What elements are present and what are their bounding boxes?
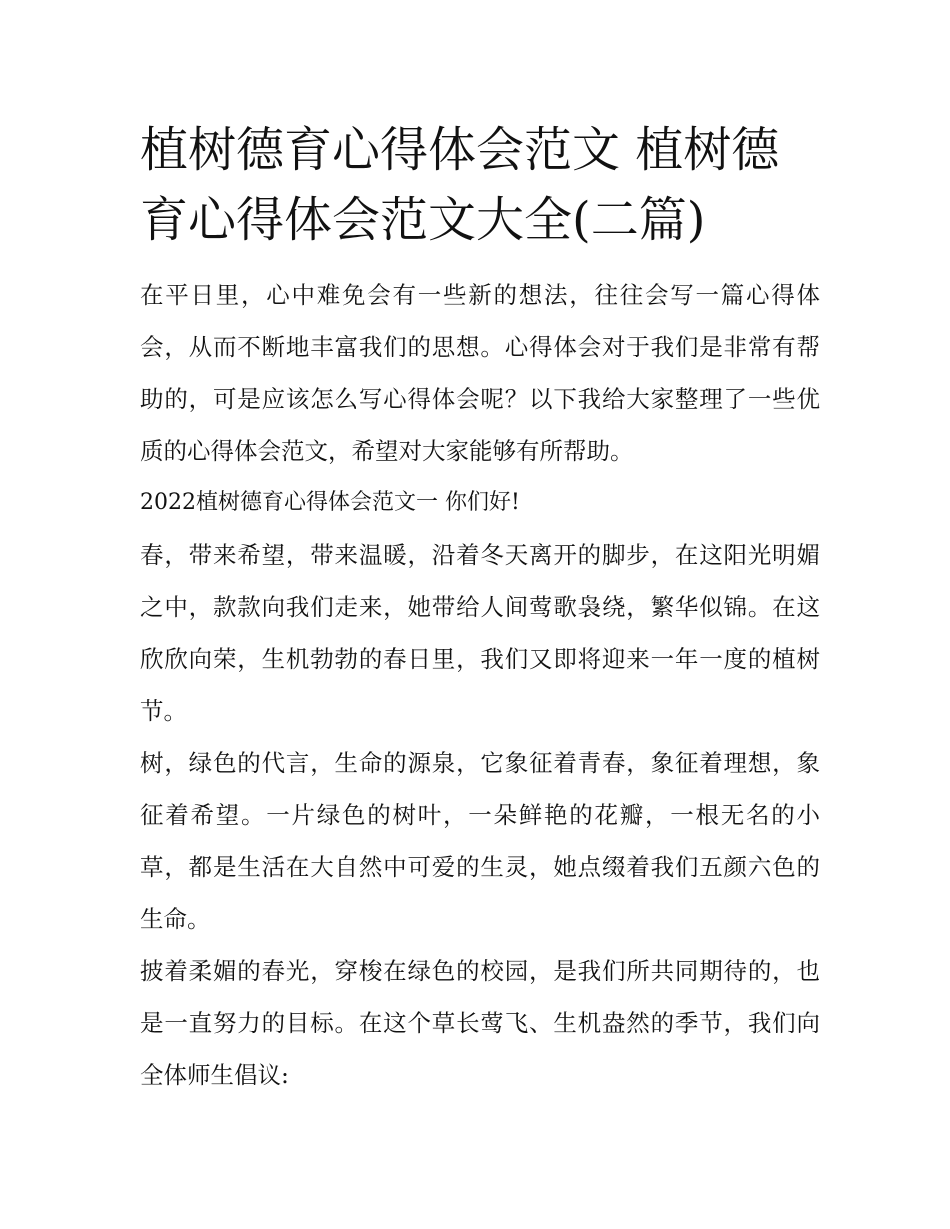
- body-paragraph: 披着柔媚的春光，穿梭在绿色的校园，是我们所共同期待的，也是一直努力的目标。在这个草长莺飞、生机盎然的季节，我们向全体师生倡议:: [140, 957, 820, 1089]
- body-paragraph: 树，绿色的代言，生命的源泉，它象征着青春，象征着理想，象征着希望。一片绿色的树叶，一朵鲜艳的花瓣，一根无名的小草，都是生活在大自然中可爱的生灵，她点缀着我们五颜六色的生命。: [140, 749, 820, 933]
- document-title: 植树德育心得体会范文 植树德育心得体会范文大全(二篇): [140, 122, 780, 248]
- body-paragraph: 春，带来希望，带来温暖，沿着冬天离开的脚步，在这阳光明媚之中，款款向我们走来，她带给人间莺歌袅绕，繁华似锦。在这欣欣向荣，生机勃勃的春日里，我们又即将迎来一年一度的植树节。: [140, 541, 820, 725]
- intro-paragraph: 在平日里，心中难免会有一些新的想法，往往会写一篇心得体会，从而不断地丰富我们的思想。心得体会对于我们是非常有帮助的，可是应该怎么写心得体会呢？以下我给大家整理了一些优质的心得体会范文，希望对大家能够有所帮助。: [140, 281, 820, 465]
- section-heading: 2022植树德育心得体会范文一 你们好!: [140, 490, 520, 515]
- document-body: [140, 115, 820, 1101]
